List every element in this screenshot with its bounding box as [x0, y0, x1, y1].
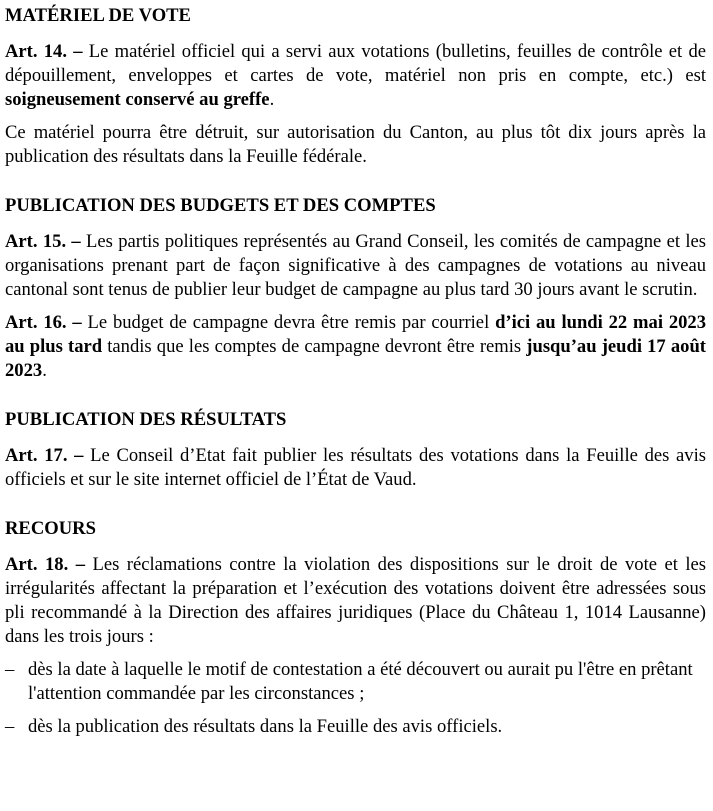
paragraph-destruction: Ce matériel pourra être détruit, sur autorisation du Canton, au plus tôt dix jours après la publication des résultats dans la Feuille fédérale. — [5, 122, 706, 167]
article-18 — [5, 553, 706, 649]
section-publication-budgets — [5, 194, 713, 383]
article-14-bold: soigneusement conservé au greffe — [5, 89, 270, 110]
list-item-text: dès la date à laquelle le motif de contestation a été découvert ou aurait pu l'être en prêtant l'attention commandée par les circonstances ; — [28, 659, 693, 704]
list-item-text: dès la publication des résultats dans la Feuille des avis officiels. — [28, 716, 503, 737]
section-heading-materiel: MATÉRIEL DE VOTE — [5, 5, 191, 26]
dash-bullet: – — [5, 659, 15, 680]
section-heading-recours: RECOURS — [5, 518, 96, 539]
article-16-bold-date-1: d’ici au lundi 22 mai 2023 au plus tard — [5, 312, 707, 357]
article-18-text: Les réclamations contre la violation des dispositions sur le droit de vote et les irrégularités affectant la préparation et l’exécution des votations doivent être adressées sous pli recommandé à la Direction des affaires juridiques (Place du Château 1, 1014 Lausanne) dans les trois jours : — [5, 554, 707, 647]
article-14 — [5, 40, 706, 112]
article-16-bold-date-2: jusqu’au jeudi 17 août 2023 — [5, 336, 706, 381]
article-16 — [5, 311, 706, 383]
article-14-end: . — [269, 89, 275, 110]
section-heading-budgets: PUBLICATION DES BUDGETS ET DES COMPTES — [5, 195, 436, 216]
article-16-label: Art. 16. – — [5, 312, 82, 333]
recours-deadline-list — [5, 658, 706, 739]
list-item — [5, 715, 706, 739]
article-15-text: Les partis politiques représentés au Grand Conseil, les comités de campagne et les organisations prenant part de façon significative à des campagnes de votations au niveau cantonal sont tenus de publier leur budget de campagne au plus tard 30 jours avant le scrutin. — [5, 231, 707, 300]
article-15-label: Art. 15. – — [5, 231, 81, 252]
article-16-end: . — [42, 360, 47, 381]
article-14-label: Art. 14. – — [5, 41, 83, 62]
article-15 — [5, 230, 706, 302]
article-18-label: Art. 18. – — [5, 554, 86, 575]
dash-bullet: – — [5, 716, 15, 737]
section-publication-resultats — [5, 408, 713, 492]
article-14-text: Le matériel officiel qui a servi aux votations (bulletins, feuilles de contrôle et de dépouillement, enveloppes et cartes de vote, matériel non pris en compte, etc.) est — [5, 41, 706, 86]
article-17 — [5, 444, 706, 492]
section-materiel-de-vote — [5, 4, 713, 169]
article-16-text: Le budget de campagne devra être remis par courriel — [81, 312, 496, 333]
list-item — [5, 658, 706, 706]
article-16-mid: tandis que les comptes de campagne devront être remis — [102, 336, 527, 357]
article-17-text: Le Conseil d’Etat fait publier les résultats des votations dans la Feuille des avis officiels et sur le site internet officiel de l’État de Vaud. — [5, 445, 707, 490]
section-recours — [5, 517, 713, 739]
section-heading-resultats: PUBLICATION DES RÉSULTATS — [5, 409, 287, 430]
article-17-label: Art. 17. – — [5, 445, 84, 466]
